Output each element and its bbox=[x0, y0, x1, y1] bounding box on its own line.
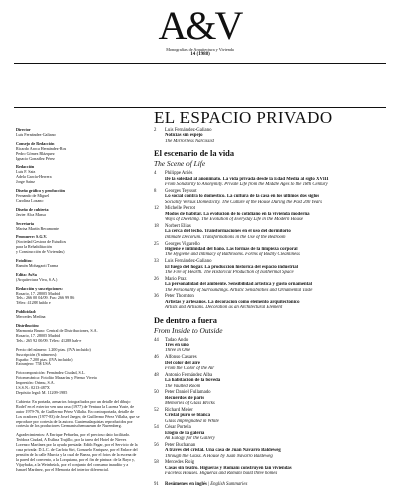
toc-title: Resúmenes en inglés bbox=[165, 481, 207, 487]
toc-translation: From Solidarity to Anonymity. Private Life from the Middle Ages to the 18th Century bbox=[165, 182, 328, 188]
toc-author: Mario Praz bbox=[165, 276, 187, 282]
top-rule bbox=[14, 63, 386, 64]
credit-line: Fotocomposición: Fernández Ciudad, S.L. bbox=[16, 371, 86, 376]
toc-translation: The Personality of Surroundings. Artistic Sensibilities and Ornamental Taste bbox=[165, 287, 313, 293]
credit-block bbox=[16, 371, 140, 396]
credit-note: Agradecimientos: A Enrique Peñuelas, por el precioso dato facilitado. Teódora Ciudad, A Estlina Trujillo, por la tarea del Hotel de Nieves Lorenzo Martínez por la ayuda prestada: Edith Pagar, por el Servicio de la casa privada: D.L.C. de Carlota Sirt, Consuelo Enriquez, por el Enlace del pensión de la calle Murcia y la cual de Baeza, por el fotos de la escena de la pared del convento, a la Lorquiana, por el fin de pintura: de la Rayo y, Vijaybaka, a la Weinbrück, por el conjunto del consumo inaudito y a Ismael Martínez, por el Memoria del interior diferencial. bbox=[16, 432, 138, 472]
toc-entry bbox=[154, 277, 390, 293]
credit-line: Adela García-Herrera bbox=[16, 175, 52, 180]
credit-line: Rosario, 17. 28005 Madrid bbox=[16, 291, 61, 296]
credit-line: Luis F. Saiz bbox=[16, 170, 36, 175]
toc-page-number: 56 bbox=[154, 442, 159, 448]
toc-section-title-english: From Inside to Outside bbox=[154, 325, 223, 335]
toc-entry bbox=[154, 242, 390, 258]
toc-page-number: 4 bbox=[154, 171, 157, 177]
toc-entry bbox=[154, 224, 390, 240]
toc-page-number: 36 bbox=[154, 294, 159, 300]
toc-title: La personalidad del ambiente. Sensibilidad artística y gusto ornamental bbox=[165, 282, 312, 288]
toc-entry bbox=[154, 460, 390, 476]
toc-title: Cristal puro se blanca bbox=[165, 413, 211, 419]
toc-author: Peter Daniel Fullamado bbox=[165, 390, 211, 396]
credit-line: Pedro Gómez Blázquez bbox=[16, 151, 55, 156]
toc-title: Artistas y artesanos. La decoración como elemento arquitectónico bbox=[165, 299, 300, 305]
toc-title: El fuego del hogar. La producción histórica del espacio industrial bbox=[165, 264, 298, 270]
credit-block bbox=[16, 165, 140, 185]
toc-entry bbox=[154, 128, 390, 144]
toc-translation: Artists and Artisans. Decoration as an Architectural Element bbox=[165, 305, 283, 311]
toc-title: Elogio de la galería bbox=[165, 430, 205, 436]
toc-author: Tadao Ando bbox=[165, 337, 189, 343]
credit-line: Precio del número: 1.200 ptas. (IVA incluido) bbox=[16, 347, 91, 352]
credit-block bbox=[16, 310, 140, 320]
credit-heading: Publicidad: bbox=[16, 309, 37, 315]
toc-title: Recuerdos de paris bbox=[165, 395, 205, 401]
toc-entry bbox=[154, 259, 390, 275]
toc-translation: The Vaulted Room bbox=[165, 383, 201, 389]
credit-heading: Secretaría bbox=[16, 220, 34, 226]
credit-heading: Redacción y suscripciones: bbox=[16, 285, 63, 291]
toc-translation: Memories of Glass Bricks bbox=[165, 401, 215, 407]
masthead-credits-column bbox=[16, 128, 140, 477]
credit-note: Cubierta: En portada, armarios fotografiados por un detalle del dibujo Rodel' en el exterior ven una rasa (1977) de Ventura la Lucena Yuste, de autor 1979-76, de Guillermo Pérez Villalta. En contraportada, detalle de Los oradores (1977-83) de Josef Jaeger, de Guillermo Pérez Villalta, que se reproduce por cortesía de la autora. Guatemalaquistas reproducidos por cortesía de los productores Germanischemuseum de Nuremberg. bbox=[16, 398, 140, 429]
table-of-contents bbox=[154, 128, 390, 488]
credit-block bbox=[16, 189, 140, 204]
credit-line: España: 7.200 ptas. (IVA incluido) bbox=[16, 357, 73, 362]
toc-title: La habitación de la bóveda bbox=[165, 378, 221, 384]
toc-page-number: 12 bbox=[154, 206, 159, 212]
toc-entry bbox=[154, 338, 390, 354]
credit-line: Fotomecánica: Fotolito Mazarías y Pienso Viveia bbox=[16, 376, 97, 381]
toc-entry bbox=[154, 408, 390, 424]
section-title: EL ESPACIO PRIVADO bbox=[154, 108, 333, 127]
credit-line: Tels.: 266 00 04/09. Fax: 266 99 86 bbox=[16, 296, 75, 301]
credit-heading: Distribución: bbox=[16, 323, 40, 329]
issue-number: 14 (1988) bbox=[190, 52, 210, 57]
toc-entry bbox=[154, 294, 390, 310]
toc-translation: Faceless Houses. Higueras and Romaní build three homes bbox=[165, 471, 278, 477]
toc-author: Antonio Fernández Alba bbox=[165, 372, 213, 378]
toc-entry bbox=[154, 373, 390, 389]
credit-line: Télex: 41288 hablo e bbox=[16, 301, 51, 306]
toc-author: Luis Fernández-Galiano bbox=[165, 259, 212, 265]
credit-line: Tels.: 265 92 00/09. Télex: 41288 hab-e bbox=[16, 338, 82, 343]
toc-translation: The Mirrorless Narcissist bbox=[165, 138, 214, 144]
toc-entry bbox=[154, 390, 390, 406]
toc-page-number: 44 bbox=[154, 337, 159, 343]
toc-entry bbox=[154, 482, 390, 487]
toc-title: A través del cristal. Una casa de Juan Navarro Baldeweg bbox=[165, 448, 281, 454]
credit-heading: Redacción bbox=[16, 164, 35, 170]
credit-line: Mercedes Medina bbox=[16, 315, 46, 320]
credit-line: Ricardo Aroca Hernández-Ros bbox=[16, 146, 67, 151]
toc-title: Higiene e intimidad del baño. Las formas de la limpieza corporal bbox=[165, 247, 298, 252]
credit-line: Impresión: Orimu, S.A. bbox=[16, 381, 55, 386]
toc-translation: Three in One bbox=[165, 348, 191, 354]
credit-line: Luis Fernández-Galiano bbox=[16, 132, 56, 137]
toc-entry bbox=[154, 189, 390, 205]
credit-line: Fernando de Miguel bbox=[16, 193, 50, 198]
credit-heading: Diseño gráfico y producción bbox=[16, 188, 65, 194]
credit-line: Carolina Lozano bbox=[16, 198, 44, 203]
toc-author: Mercedes Roig bbox=[165, 460, 195, 466]
toc-translation: From the Color of the Air bbox=[165, 366, 215, 371]
credit-line: Extranjero: 75$ USA bbox=[16, 362, 51, 367]
toc-page-number: 25 bbox=[154, 241, 159, 247]
credit-heading: Director bbox=[16, 127, 31, 132]
credit-block bbox=[16, 208, 140, 218]
credit-line: Suscripción (6 números): bbox=[16, 352, 58, 357]
masthead bbox=[0, 3, 400, 58]
toc-page-number: 52 bbox=[154, 407, 159, 413]
credit-heading: Edita: AvSa bbox=[16, 271, 37, 277]
toc-title: De la soledad al anonimato. La vida privada desde la Edad Media al siglo XVIII bbox=[165, 176, 329, 182]
credit-heading: Consejo de Redacción bbox=[16, 140, 55, 146]
toc-page-number: 54 bbox=[154, 425, 159, 431]
toc-title: Lo social contra lo doméstico. La cultura de la casa en los últimos dos siglos bbox=[165, 194, 320, 200]
credit-block bbox=[16, 273, 140, 283]
credit-line: Ramón Mohagaoti Trama bbox=[16, 263, 59, 268]
credit-block bbox=[16, 128, 140, 138]
toc-translation: The Fire of Hearth. The Historical Production of Isothermal Space bbox=[165, 270, 294, 275]
credit-heading: Diseño de cubierta bbox=[16, 206, 49, 212]
toc-translation: An Eulogy for the Gallery bbox=[165, 436, 215, 442]
toc-entry bbox=[154, 425, 390, 441]
credit-block bbox=[16, 235, 140, 255]
toc-author: Norbert Elias bbox=[165, 224, 191, 229]
toc-author: Alfonso Casares bbox=[165, 355, 197, 361]
credit-line: (Arquitectura Viva, S.A.) bbox=[16, 277, 58, 282]
credit-line: Javier Alca Massa bbox=[16, 212, 46, 217]
toc-section-title-english: The Scene of Life bbox=[154, 159, 206, 169]
credit-block bbox=[16, 222, 140, 232]
toc-entry bbox=[154, 171, 390, 187]
toc-title: Del color del aire bbox=[165, 360, 200, 366]
toc-title: Modos de habitar. La evolución de lo cotidiano en la vivienda moderna bbox=[165, 211, 310, 217]
toc-author: Georges Teyssot bbox=[165, 188, 197, 194]
toc-entry bbox=[154, 206, 390, 222]
toc-page-number: 58 bbox=[154, 460, 159, 466]
toc-entry bbox=[154, 443, 390, 459]
toc-page-number: 18 bbox=[154, 224, 159, 229]
toc-translation: The Hygiene and Intimacy of Bathrooms. Forms of Bodily Cleanliness bbox=[165, 252, 300, 258]
toc-author: Peter Buchanan bbox=[165, 442, 196, 448]
toc-section-title: El escenario de la vida bbox=[154, 149, 235, 159]
toc-translation: Through the Glass. A House by Juan Navarro Baldeweg bbox=[165, 453, 273, 459]
toc-author: Richard Meier bbox=[165, 407, 193, 413]
credit-line: Marmonia Bruno: Central de Distribuciones, S.A. bbox=[16, 329, 98, 333]
credit-heading: Promueve: S.G.V. bbox=[16, 234, 48, 240]
toc-page-number: 91 bbox=[154, 481, 159, 487]
credit-line: Rosario, 17. 28005 Madrid bbox=[16, 333, 61, 338]
credit-line: Jorge Sainz bbox=[16, 180, 35, 185]
toc-entry-header: 91 Resúmenes en inglés | English Summaries bbox=[154, 481, 248, 487]
toc-title: Tres en uno bbox=[165, 343, 189, 348]
toc-page-number: 2 bbox=[154, 128, 157, 133]
toc-translation: Glass Impregnated in White bbox=[165, 418, 219, 424]
credit-line: Marisa Martín Becamonte bbox=[16, 226, 59, 231]
toc-author: César Portela bbox=[165, 425, 191, 431]
credit-block bbox=[16, 324, 140, 344]
credit-line: para la Rehabilitación bbox=[16, 245, 52, 250]
toc-translation: Ways of Dwelling. The Evolution of Everyday Life in the Modern House bbox=[165, 217, 303, 223]
credit-block bbox=[16, 287, 140, 307]
toc-page-number: 26 bbox=[154, 276, 159, 282]
credit-line: y Construcción de Viviendas) bbox=[16, 250, 65, 255]
toc-translation: Intimate Decorum. Transformations in the Use of the Bedroom bbox=[165, 234, 286, 240]
credit-line: Depósito legal: M. 11209-1985 bbox=[16, 390, 68, 395]
credit-line: I.S.S.N.: 0213-487X bbox=[16, 386, 50, 391]
toc-page-number: 50 bbox=[154, 390, 159, 396]
toc-page-number: 48 bbox=[154, 372, 159, 378]
toc-translation: English Summaries bbox=[210, 481, 248, 487]
credit-block bbox=[16, 348, 140, 368]
toc-title: La cerca del lecho. Transformaciones en el uso del dormitorio bbox=[165, 229, 291, 235]
toc-title: Casas sin teatro. Higueras y Romaní construyen tan viviendas bbox=[165, 465, 292, 471]
toc-entry bbox=[154, 355, 390, 371]
toc-author: Philippe Ariès bbox=[165, 171, 193, 177]
magazine-subtitle: Monografías de Arquitectura y Vivienda bbox=[166, 47, 234, 52]
credit-block bbox=[16, 142, 140, 162]
credit-block bbox=[16, 259, 140, 269]
toc-author: Peter Thornton bbox=[165, 294, 194, 300]
toc-author: Luis Fernández-Galiano bbox=[165, 128, 212, 133]
toc-section-title: De dentro a fuera bbox=[154, 315, 217, 325]
credit-line: Ignacio González Pérez bbox=[16, 156, 55, 161]
toc-page-number: 46 bbox=[154, 355, 159, 361]
toc-page-number: 8 bbox=[154, 188, 157, 194]
credit-line: (Sociedad Gestora de Estudios bbox=[16, 240, 67, 245]
toc-translation: Sociality Versus Domesticity. The Culture of the House During the Past 200 Years bbox=[165, 199, 323, 205]
toc-page-number: 33 bbox=[154, 259, 159, 265]
toc-title: Noticias sin espejo bbox=[165, 133, 203, 139]
toc-author: Georges Vigarello bbox=[165, 241, 200, 247]
magazine-logo: A&V bbox=[158, 3, 242, 48]
toc-author: Michelle Perrot bbox=[165, 206, 195, 212]
credit-heading: Fotolitos: bbox=[16, 258, 33, 264]
